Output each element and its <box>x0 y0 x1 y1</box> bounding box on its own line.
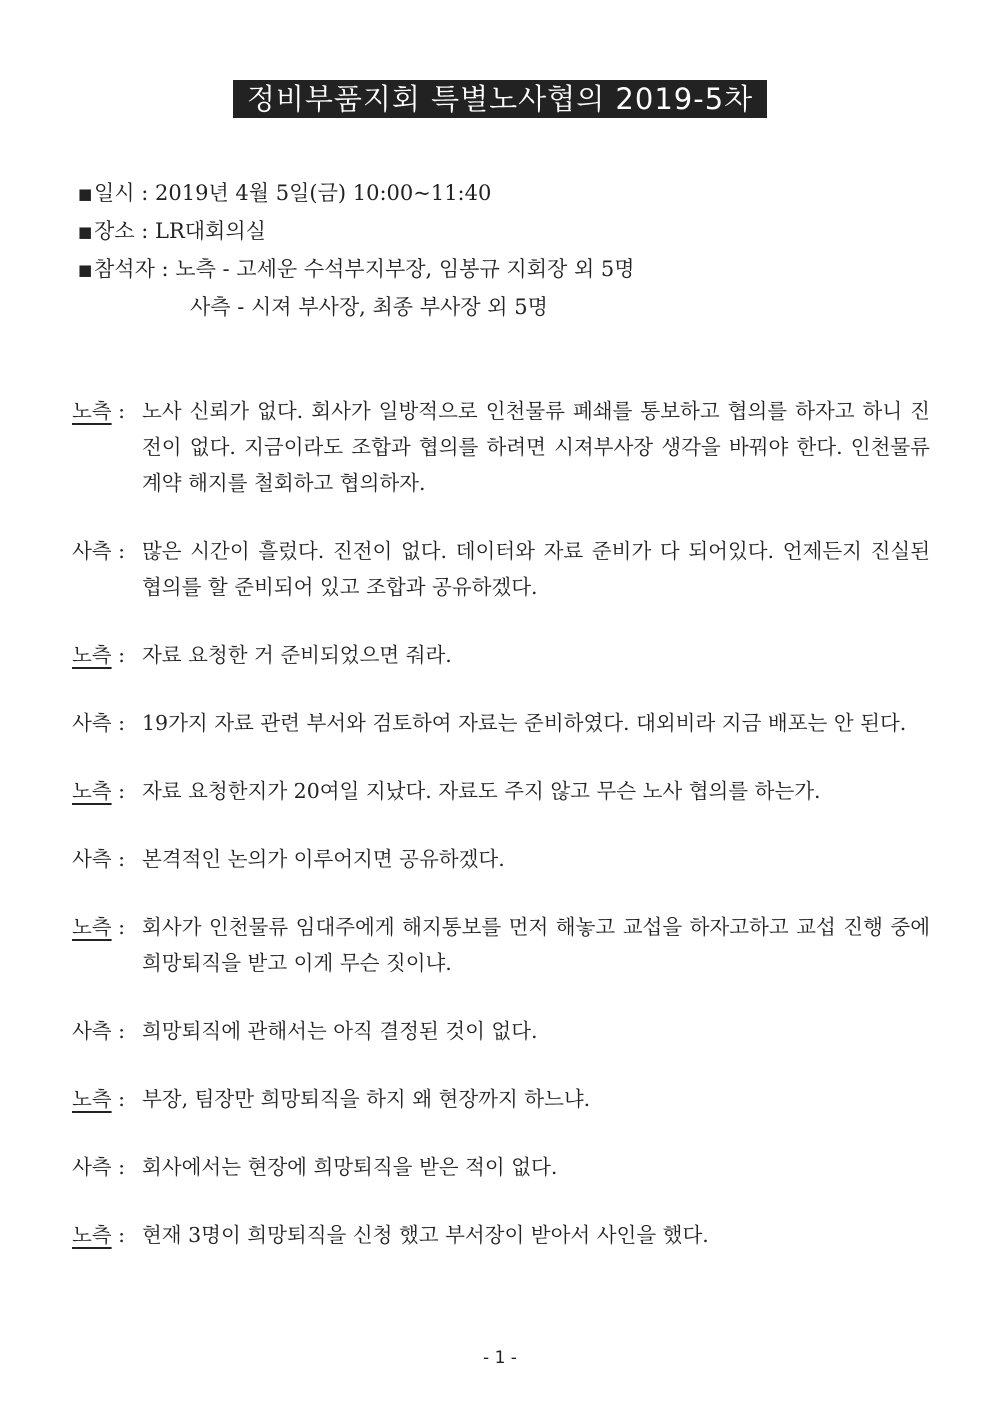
speaker-name: 사측 <box>72 1155 112 1179</box>
speaker-separator: : <box>111 1087 126 1111</box>
minutes-entry <box>72 393 930 501</box>
speaker-label <box>72 637 142 673</box>
minutes-entry <box>72 705 930 741</box>
minutes-entry <box>72 773 930 809</box>
speaker-label <box>72 393 142 501</box>
place-line <box>78 212 635 250</box>
document-title: 정비부품지회 특별노사협의 2019-5차 <box>233 80 767 118</box>
attendees-text: 참석자 : 노측 - 고세운 수석부지부장, 임봉규 지회장 외 5명 <box>94 257 635 281</box>
speaker-separator: : <box>111 643 126 667</box>
title-wrap <box>0 80 1000 118</box>
speaker-label <box>72 1217 142 1253</box>
speaker-label <box>72 705 142 741</box>
attendees-line <box>78 250 635 288</box>
statement-text: 희망퇴직에 관해서는 아직 결정된 것이 없다. <box>142 1019 538 1043</box>
meeting-info <box>78 174 635 326</box>
speaker-separator: : <box>111 1019 126 1043</box>
speaker-label <box>72 773 142 809</box>
speaker-label <box>72 533 142 605</box>
speaker-separator: : <box>111 399 126 423</box>
speaker-name: 노측 <box>72 1087 112 1111</box>
speaker-name: 사측 <box>72 711 112 735</box>
speaker-name: 노측 <box>72 779 112 803</box>
speaker-label <box>72 1081 142 1117</box>
minutes-entry <box>72 637 930 673</box>
attendees-continuation: 사측 - 시져 부사장, 최종 부사장 외 5명 <box>190 295 548 319</box>
minutes-entry <box>72 909 930 981</box>
speaker-separator: : <box>111 779 126 803</box>
bullet-icon: ■ <box>78 185 93 203</box>
speaker-name: 사측 <box>72 847 112 871</box>
speaker-separator: : <box>111 539 126 563</box>
statement-text: 19가지 자료 관련 부서와 검토하여 자료는 준비하였다. 대외비라 지금 배포는 안 된다. <box>142 711 907 735</box>
place-text: 장소 : LR대회의실 <box>94 219 266 243</box>
minutes-entry <box>72 1013 930 1049</box>
date-text: 일시 : 2019년 4월 5일(금) 10:00~11:40 <box>94 181 492 205</box>
statement-text: 자료 요청한지가 20여일 지났다. 자료도 주지 않고 무슨 노사 협의를 하는가. <box>142 779 821 803</box>
speaker-separator: : <box>111 847 126 871</box>
statement-text: 회사에서는 현장에 희망퇴직을 받은 적이 없다. <box>142 1155 558 1179</box>
speaker-label <box>72 909 142 981</box>
statement-text: 자료 요청한 거 준비되었으면 줘라. <box>142 643 452 667</box>
minutes-entry <box>72 1081 930 1117</box>
speaker-separator: : <box>111 915 126 939</box>
speaker-label <box>72 1149 142 1185</box>
statement-text: 노사 신뢰가 없다. 회사가 일방적으로 인천물류 폐쇄를 통보하고 협의를 하자고 하니 진전이 없다. 지금이라도 조합과 협의를 하려면 시져부사장 생각을 바꿔야 한다. 인천물류 계약 해지를 철회하고 협의하자. <box>142 399 930 495</box>
speaker-name: 노측 <box>72 915 112 939</box>
minutes-entry <box>72 533 930 605</box>
bullet-icon: ■ <box>78 261 93 279</box>
statement-text: 회사가 인천물류 임대주에게 해지통보를 먼저 해놓고 교섭을 하자고하고 교섭 진행 중에 희망퇴직을 받고 이게 무슨 짓이냐. <box>142 915 930 975</box>
bullet-icon: ■ <box>78 223 93 241</box>
minutes-entry <box>72 1149 930 1185</box>
minutes-entry <box>72 1217 930 1253</box>
date-line <box>78 174 635 212</box>
speaker-label <box>72 1013 142 1049</box>
speaker-name: 노측 <box>72 643 112 667</box>
speaker-name: 노측 <box>72 399 112 423</box>
page-number: - 1 - <box>483 1348 517 1368</box>
speaker-name: 사측 <box>72 539 112 563</box>
statement-text: 현재 3명이 희망퇴직을 신청 했고 부서장이 받아서 사인을 했다. <box>142 1223 709 1247</box>
minutes-entry <box>72 841 930 877</box>
speaker-name: 노측 <box>72 1223 112 1247</box>
speaker-name: 사측 <box>72 1019 112 1043</box>
minutes-entries <box>72 393 930 1253</box>
speaker-separator: : <box>111 1155 126 1179</box>
statement-text: 많은 시간이 흘렀다. 진전이 없다. 데이터와 자료 준비가 다 되어있다. 언제든지 진실된 협의를 할 준비되어 있고 조합과 공유하겠다. <box>142 539 930 599</box>
statement-text: 본격적인 논의가 이루어지면 공유하겠다. <box>142 847 505 871</box>
statement-text: 부장, 팀장만 희망퇴직을 하지 왜 현장까지 하느냐. <box>142 1087 591 1111</box>
speaker-separator: : <box>111 711 126 735</box>
speaker-separator: : <box>111 1223 126 1247</box>
speaker-label <box>72 841 142 877</box>
